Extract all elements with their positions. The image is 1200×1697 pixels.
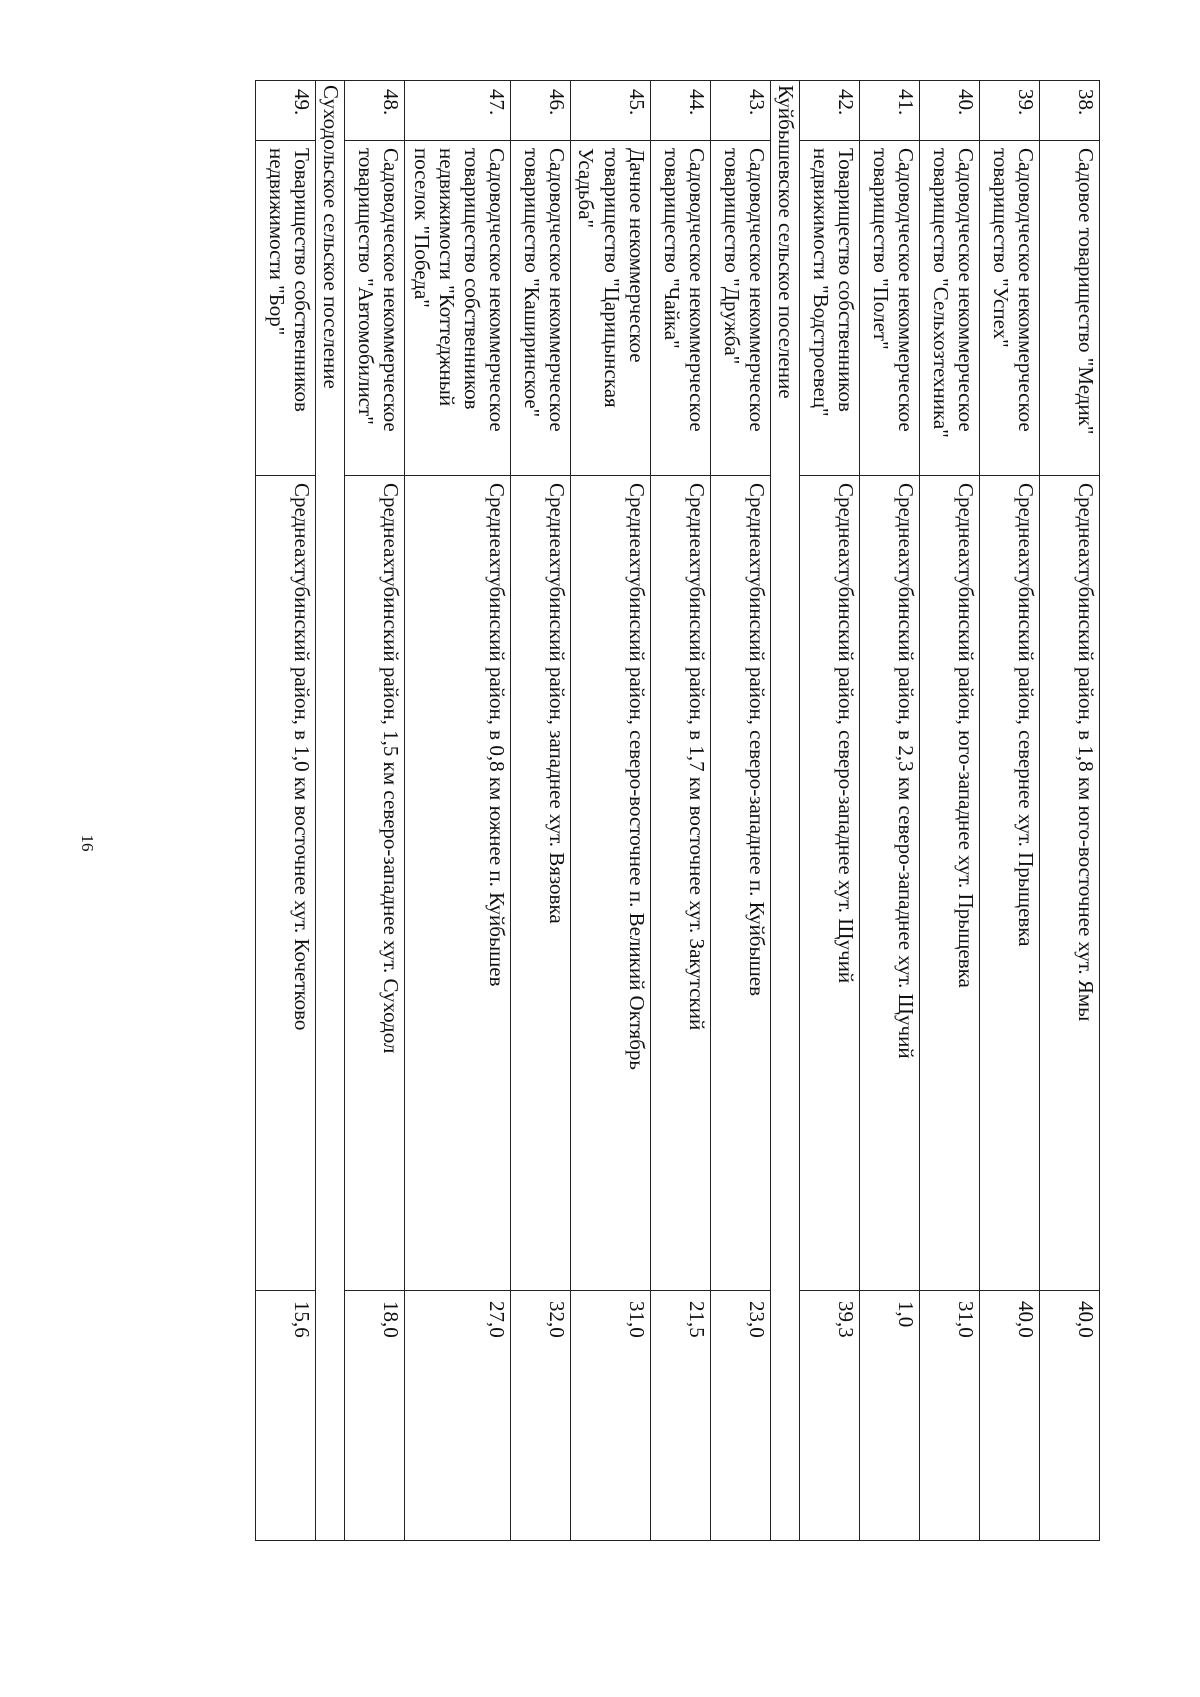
row-number: 39.: [980, 81, 1040, 141]
table-row: [920, 81, 980, 1541]
row-number: 42.: [800, 81, 860, 141]
table-row: [860, 81, 920, 1541]
rotated-table-container: [140, 80, 1100, 1540]
organization-name: Садовое товарищество "Медик": [1040, 141, 1100, 476]
location: Среднеахтубинский район, в 1,7 км восточнее хут. Закутский: [650, 476, 710, 1291]
organization-name: Садоводческое некоммерческое товарищество "Каширинское": [511, 141, 571, 476]
location: Среднеахтубинский район, юго-западнее хут. Прыщевка: [920, 476, 980, 1291]
location: Среднеахтубинский район, западнее хут. Вязовка: [511, 476, 571, 1291]
area-value: 32,0: [511, 1291, 571, 1541]
row-number: 40.: [920, 81, 980, 141]
row-number: 49.: [256, 81, 316, 141]
table-row: [256, 81, 316, 1541]
section-empty-cell: [316, 1291, 345, 1541]
table-row: [345, 81, 405, 1541]
row-number: 41.: [860, 81, 920, 141]
row-number: 43.: [710, 81, 770, 141]
table-row: [980, 81, 1040, 1541]
organization-name: Садоводческое некоммерческое товарищество собственников недвижимости "Коттеджный поселок "Победа": [405, 141, 511, 476]
area-value: 21,5: [650, 1291, 710, 1541]
organization-name: Садоводческое некоммерческое товарищество "Успех": [980, 141, 1040, 476]
area-value: 23,0: [710, 1291, 770, 1541]
organization-name: Товарищество собственников недвижимости "Бор": [256, 141, 316, 476]
section-row: [316, 81, 345, 1541]
organization-name: Товарищество собственников недвижимости "Водстроевец": [800, 141, 860, 476]
organization-name: Садоводческое некоммерческое товарищество "Дружба": [710, 141, 770, 476]
row-number: 38.: [1040, 81, 1100, 141]
location: Среднеахтубинский район, северо-восточнее п. Великий Октябрь: [571, 476, 651, 1291]
area-value: 27,0: [405, 1291, 511, 1541]
location: Среднеахтубинский район, в 1,8 км юго-восточнее хут. Ямы: [1040, 476, 1100, 1291]
row-number: 44.: [650, 81, 710, 141]
area-value: 39,3: [800, 1291, 860, 1541]
table-row: [650, 81, 710, 1541]
area-value: 40,0: [1040, 1291, 1100, 1541]
page-number: 16: [78, 834, 97, 852]
organization-name: Садоводческое некоммерческое товарищество "Автомобилист": [345, 141, 405, 476]
table-row: [571, 81, 651, 1541]
area-value: 18,0: [345, 1291, 405, 1541]
row-number: 46.: [511, 81, 571, 141]
area-value: 31,0: [571, 1291, 651, 1541]
table-row: [1040, 81, 1100, 1541]
area-value: 31,0: [920, 1291, 980, 1541]
organization-name: Садоводческое некоммерческое товарищество "Полет": [860, 141, 920, 476]
location: Среднеахтубинский район, в 0,8 км южнее п. Куйбышев: [405, 476, 511, 1291]
section-title: Суходольское сельское поселение: [316, 81, 345, 1291]
organization-name: Садоводческое некоммерческое товарищество "Сельхозтехника": [920, 141, 980, 476]
table-row: [405, 81, 511, 1541]
table-row: [710, 81, 770, 1541]
section-row: [770, 81, 799, 1541]
land-plots-table: [255, 80, 1100, 1541]
area-value: 40,0: [980, 1291, 1040, 1541]
section-title: Куйбышевское сельское поселение: [770, 81, 799, 1291]
area-value: 15,6: [256, 1291, 316, 1541]
organization-name: Садоводческое некоммерческое товарищество "Чайка": [650, 141, 710, 476]
location: Среднеахтубинский район, 1,5 км северо-западнее хут. Суходол: [345, 476, 405, 1291]
section-empty-cell: [770, 1291, 799, 1541]
row-number: 45.: [571, 81, 651, 141]
location: Среднеахтубинский район, севернее хут. Прыщевка: [980, 476, 1040, 1291]
area-value: 1,0: [860, 1291, 920, 1541]
location: Среднеахтубинский район, северо-западнее п. Куйбышев: [710, 476, 770, 1291]
row-number: 47.: [405, 81, 511, 141]
table-row: [800, 81, 860, 1541]
location: Среднеахтубинский район, в 1,0 км восточнее хут. Кочетково: [256, 476, 316, 1291]
row-number: 48.: [345, 81, 405, 141]
location: Среднеахтубинский район, в 2,3 км северо-западнее хут. Щучий: [860, 476, 920, 1291]
location: Среднеахтубинский район, северо-западнее хут. Щучий: [800, 476, 860, 1291]
organization-name: Дачное некоммерческое товарищество "Царицынская Усадьба": [571, 141, 651, 476]
table-row: [511, 81, 571, 1541]
